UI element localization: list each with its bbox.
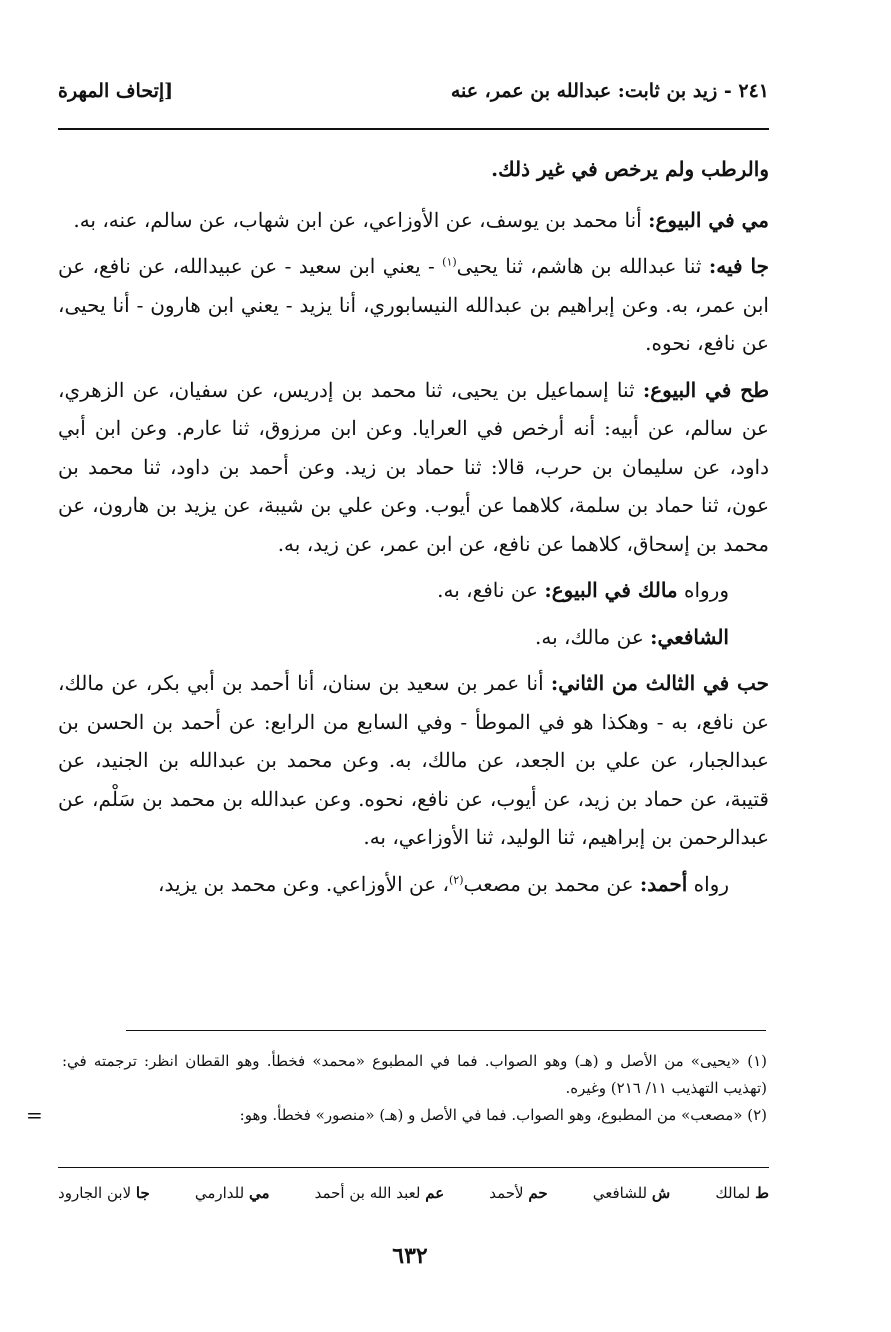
footnote-ref[interactable]: (١) <box>442 255 457 269</box>
paragraph-malik <box>58 571 769 610</box>
footnote-2-text: (٢) «مصعب» من المطبوع، وهو الصواب. فما في الأصل و (هـ) «منصور» فخطأ. وهو: <box>239 1106 767 1124</box>
abbrev-key: جا <box>135 1184 150 1202</box>
abbreviations-key <box>58 1184 769 1202</box>
abbrev-key: مي <box>248 1184 270 1202</box>
continuation-mark: = <box>26 1103 43 1127</box>
abbrev-value: لعبد الله بن أحمد <box>314 1184 421 1202</box>
paragraph-text: ، عن الأوزاعي. وعن محمد بن يزيد، <box>158 871 449 896</box>
source-sigil: جا فيه: <box>708 254 770 278</box>
paragraph-text: أنا محمد بن يوسف، عن الأوزاعي، عن ابن شهاب، عن سالم، عنه، به. <box>73 207 642 232</box>
abbrev-item <box>315 1184 445 1202</box>
abbrev-key: ط <box>755 1184 769 1202</box>
abbrev-key: حم <box>528 1184 548 1202</box>
paragraph-continuation <box>58 150 769 189</box>
source-sigil: حب في الثالث من الثاني: <box>550 671 770 695</box>
paragraph-text: ثنا عبدالله بن هاشم، ثنا يحيى <box>456 254 702 278</box>
source-sigil: مالك في البيوع: <box>544 578 678 602</box>
page-number: ٦٣٢ <box>392 1243 428 1269</box>
paragraph-shafii <box>58 618 769 657</box>
paragraph-text: - يعني ابن سعيد - عن عبيدالله، عن نافع، عن ابن عمر، به. وعن إبراهيم بن عبدالله النيسابوري، أنا يزيد - يعني ابن هارون - أنا يحيى، عن نافع، نحوه. <box>58 254 769 355</box>
abbrev-value: للدارمي <box>194 1184 245 1202</box>
abbrev-value: لابن الجارود <box>58 1184 132 1202</box>
source-sigil: طح في البيوع: <box>642 377 769 402</box>
paragraph-text: ثنا إسماعيل بن يحيى، ثنا محمد بن إدريس، عن سفيان، عن الزهري، عن سالم، عن أبيه: أنه أرخص في العرايا. وعن ابن مرزوق، ثنا عارم. وعن ابن أبي داود، عن سليمان بن حرب، قالا: ثنا حماد بن زيد. وعن أحمد بن داود، ثنا محمد بن عون، ثنا حماد بن سلمة، كلاهما عن أيوب. وعن علي بن شيبة، عن يزيد بن هارون، عن محمد بن إسحاق، كلاهما عن نافع، عن ابن عمر، عن زيد، به. <box>58 377 769 556</box>
abbrev-item <box>195 1184 270 1202</box>
paragraph-ahmad <box>58 865 769 904</box>
abbreviations-rule <box>58 1167 769 1168</box>
paragraph-tahawi <box>58 371 769 564</box>
footnote-2 <box>26 1102 767 1129</box>
abbrev-value: لأحمد <box>489 1184 524 1202</box>
footnote-ref[interactable]: (٢) <box>448 872 464 886</box>
abbrev-value: للشافعي <box>592 1184 648 1202</box>
footnote-rule <box>126 1030 766 1031</box>
paragraph-text: عن محمد بن مصعب <box>463 871 634 896</box>
book-title: [إتحاف المهرة <box>58 80 174 102</box>
abbrev-item <box>58 1184 150 1202</box>
chapter-title: ٢٤١ - زيد بن ثابت: عبدالله بن عمر، عنه <box>450 80 769 102</box>
paragraph-text: عن مالك، به. <box>535 624 644 649</box>
source-sigil: مي في البيوع: <box>648 207 769 232</box>
source-sigil: الشافعي: <box>650 624 729 649</box>
footnote-1: (١) «يحيى» من الأصل و (هـ) وهو الصواب. فما في المطبوع «محمد» فخطأ. وهو القطان انظر: ترجمته في: (تهذيب التهذيب ١١/ ٢١٦) وغيره. <box>62 1052 767 1097</box>
paragraph-text: أنا عمر بن سعيد بن سنان، أنا أحمد بن أبي بكر، عن مالك، عن نافع، به - وهكذا هو في الموطأ - وفي السابع من الرابع: عن أحمد بن الحسن بن عبدالجبار، عن علي بن الجعد، عن مالك، به. وعن محمد بن عبدالله بن الجنيد، عن قتيبة، عن حماد بن زيد، عن أيوب، عن نافع، نحوه. وعن عبدالله بن محمد بن سَلْم، عن عبدالرحمن بن إبراهيم، ثنا الوليد، ثنا الأوزاعي، به. <box>58 671 769 849</box>
lead-word: رواه <box>693 871 729 896</box>
paragraph-ibn-jarud <box>58 247 769 363</box>
abbrev-item <box>489 1184 547 1202</box>
paragraph-text: عن نافع، به. <box>437 578 538 602</box>
paragraph-darimi <box>58 201 769 240</box>
abbrev-key: عم <box>425 1184 445 1202</box>
continuation-text: والرطب ولم يرخص في غير ذلك. <box>491 157 769 181</box>
header-rule <box>58 128 769 130</box>
abbrev-item <box>715 1184 769 1202</box>
abbrev-value: لمالك <box>715 1184 751 1202</box>
footnotes <box>26 1048 767 1129</box>
paragraph-ibn-hibban <box>58 664 769 857</box>
abbrev-key: ش <box>651 1184 671 1202</box>
main-text <box>58 150 769 911</box>
abbrev-item <box>593 1184 671 1202</box>
running-header <box>58 80 769 102</box>
source-sigil: أحمد: <box>639 871 688 896</box>
lead-word: ورواه <box>683 578 729 602</box>
